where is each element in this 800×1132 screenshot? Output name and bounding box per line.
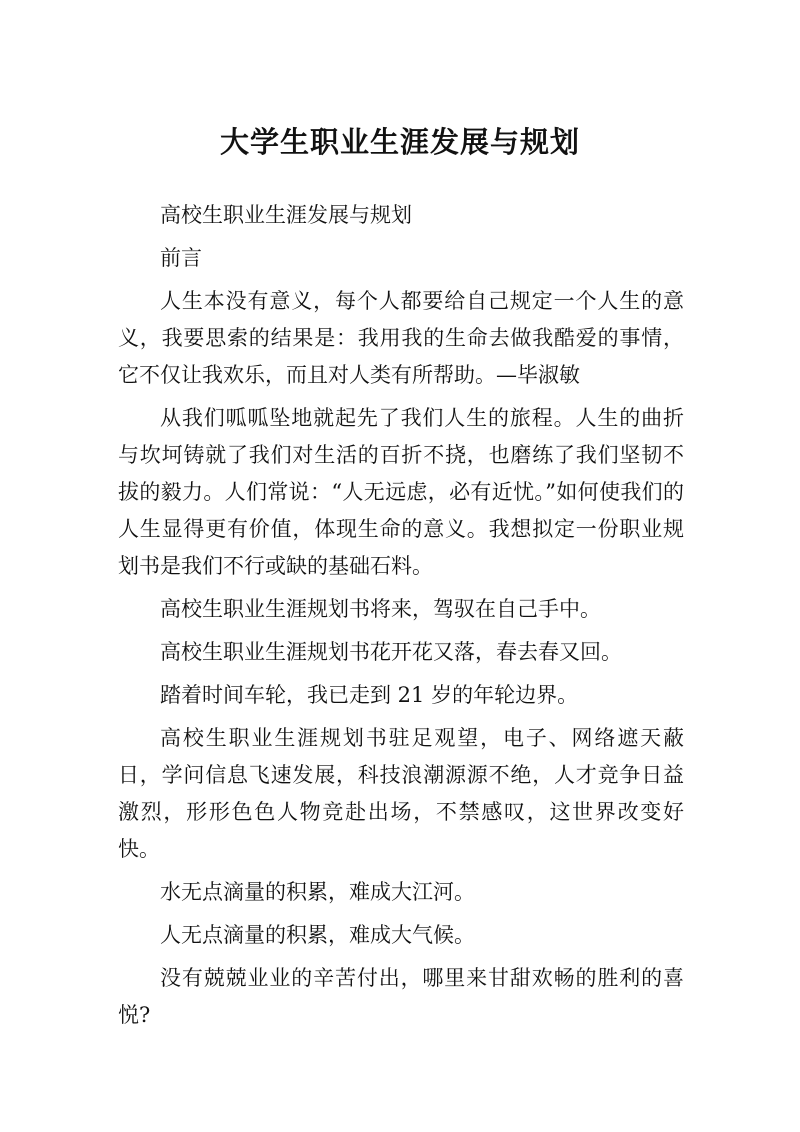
paragraph-preface-heading: 前言 <box>160 246 202 270</box>
document-title: 大学生职业生涯发展与规划 <box>219 125 580 159</box>
document-body <box>118 197 684 1040</box>
paragraph-people: 人无点滴量的积累，难成大气候。 <box>160 923 475 947</box>
paragraph-seasons: 高校生职业生涯规划书花开花又落，春去春又回。 <box>160 640 622 664</box>
paragraph-water: 水无点滴量的积累，难成大江河。 <box>160 880 475 904</box>
paragraph-quote: 人生本没有意义，每个人都要给自己规定一个人生的意义，我要思索的结果是：我用我的生命去做我酷爱的事情，它不仅让我欢乐，而且对人类有所帮助。—毕淑敏 <box>118 289 684 387</box>
paragraph-age: 踏着时间车轮，我已走到 21 岁的年轮边界。 <box>160 683 579 707</box>
paragraph-effort: 没有兢兢业业的辛苦付出，哪里来甘甜欢畅的胜利的喜悦? <box>118 966 684 1027</box>
paragraph-world-change: 高校生职业生涯规划书驻足观望，电子、网络遮天蔽日，学问信息飞速发展，科技浪潮源源不绝，人才竞争日益激烈，形形色色人物竞赴出场，不禁感叹，这世界改变好快。 <box>118 726 684 861</box>
paragraph-future: 高校生职业生涯规划书将来，驾驭在自己手中。 <box>160 597 601 621</box>
paragraph-subtitle: 高校生职业生涯发展与规划 <box>160 203 412 227</box>
paragraph-journey: 从我们呱呱坠地就起先了我们人生的旅程。人生的曲折与坎坷铸就了我们对生活的百折不挠，也磨练了我们坚韧不拔的毅力。人们常说：“人无远虑，必有近忧。”如何使我们的人生显得更有价值，体现生命的意义。我想拟定一份职业规划书是我们不行或缺的基础石料。 <box>118 406 684 578</box>
